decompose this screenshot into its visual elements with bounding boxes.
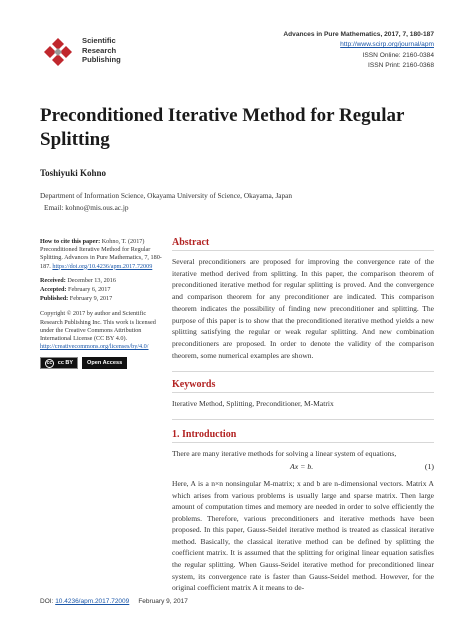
affiliation-text: Department of Information Science, Okayama University of Science, Okayama, Japan [40, 191, 293, 200]
intro-paragraph-2: Here, A is a n×n nonsingular M-matrix; x and b are n-dimensional vectors. Matrix A which arises from various problems is usually large and sparse matrix. Then large amount of computation times and memory are needed in order to solve efficiently the problems. Therefore, various preconditioners and iterative methods have been proposed. In this paper, Gauss-Seidel iterative method is treated as classical iterative method. Basically, the classical iterative method can be defined by splitting the coefficient matrix. It is assumed that the splitting for original linear equation satisfies the regular splitting. When Gauss-Seidel iterative method for preconditioned linear system, its convergence rate is faster than Gauss-Seidel method. However, for the original coefficient matrix A it means to de- [172, 478, 434, 593]
main-content [172, 234, 434, 594]
license-link[interactable]: http://creativecommons.org/licenses/by/4.0/ [40, 343, 149, 351]
intro-heading: 1. Introduction [172, 426, 434, 443]
equation-text: Ax = b. [290, 461, 314, 471]
doi-label: DOI: [40, 598, 54, 605]
publisher-name-line2: Research [82, 45, 117, 55]
intro-paragraph-1: There are many iterative methods for solving a linear system of equations, [172, 449, 397, 459]
journal-url-link[interactable]: http://www.scirp.org/journal/apm [340, 41, 434, 49]
cite-doi-link[interactable]: https://doi.org/10.4236/apm.2017.72009 [52, 262, 153, 270]
abstract-heading: Abstract [172, 234, 434, 251]
issn-print: ISSN Print: 2160-0368 [368, 62, 434, 70]
author-name: Toshiyuki Kohno [40, 168, 106, 178]
article-dates [40, 277, 164, 304]
cc-symbol-icon: cc [46, 360, 53, 367]
publisher-name-line3: Publishing [82, 55, 121, 65]
cite-label: How to cite this paper: [40, 238, 101, 245]
open-access-badge[interactable]: Open Access [82, 357, 127, 369]
footer-date: February 9, 2017 [138, 598, 188, 605]
received-date: December 13, 2016 [67, 276, 116, 284]
received-label: Received: [40, 276, 66, 284]
equation-1 [172, 460, 434, 476]
page-footer [40, 598, 188, 605]
accepted-date: February 6, 2017 [68, 286, 111, 294]
section-divider [172, 371, 434, 372]
keywords-text: Iterative Method, Splitting, Preconditioner, M-Matrix [172, 399, 334, 409]
scirp-logo-icon [40, 36, 76, 70]
journal-info [283, 30, 434, 72]
copyright-block [40, 310, 164, 351]
abstract-text: Several preconditioners are proposed for improving the convergence rate of the iterative method derived from splitting. In this paper, the comparison theorem of preconditioned iterative method for regular splitting is proved. And the convergence and comparison theorem for any preconditioner are indicated. This comparison theorem indicates the possibility of finding new preconditioner and splitting. The purpose of this paper is to show that the preconditioned iterative method yields a new splitting satisfying the regular or weak regular splitting. And new combination preconditioners are proposed. In order to denote the validity of the comparison theorem, some numerical examples are shown. [172, 257, 434, 360]
publisher-name [82, 36, 121, 65]
publisher-logo[interactable] [40, 36, 170, 70]
keywords-heading: Keywords [172, 376, 434, 393]
copyright-text: Copyright © 2017 by author and Scientific Research Publishing Inc. This work is licensed under the Creative Commons Attribution International License (CC BY 4.0). [40, 310, 156, 343]
equation-number: (1) [424, 461, 434, 471]
article-sidebar [40, 238, 164, 369]
publisher-name-line1: Scientific [82, 36, 116, 45]
license-badges [40, 357, 164, 369]
citation-block [40, 238, 164, 271]
cc-by-badge-icon[interactable] [40, 357, 78, 369]
cite-text: Kohno, T. (2017) Preconditioned Iterative Method for Regular Splitting. Advances in Pure Mathematics, 7, 180-187. [40, 238, 162, 270]
published-label: Published: [40, 295, 69, 303]
accepted-label: Accepted: [40, 286, 67, 294]
cc-badge-label: cc BY [57, 360, 74, 367]
journal-name: Advances in Pure Mathematics, 2017, 7, 180-187 [283, 31, 434, 38]
paper-title: Preconditioned Iterative Method for Regular Splitting [40, 105, 405, 150]
doi-link[interactable]: 10.4236/apm.2017.72009 [55, 598, 130, 605]
published-date: February 9, 2017 [69, 295, 113, 303]
author-affiliation [40, 190, 292, 214]
issn-online: ISSN Online: 2160-0384 [362, 51, 434, 59]
section-divider [172, 419, 434, 420]
author-email: Email: kohno@mis.ous.ac.jp [44, 203, 129, 212]
